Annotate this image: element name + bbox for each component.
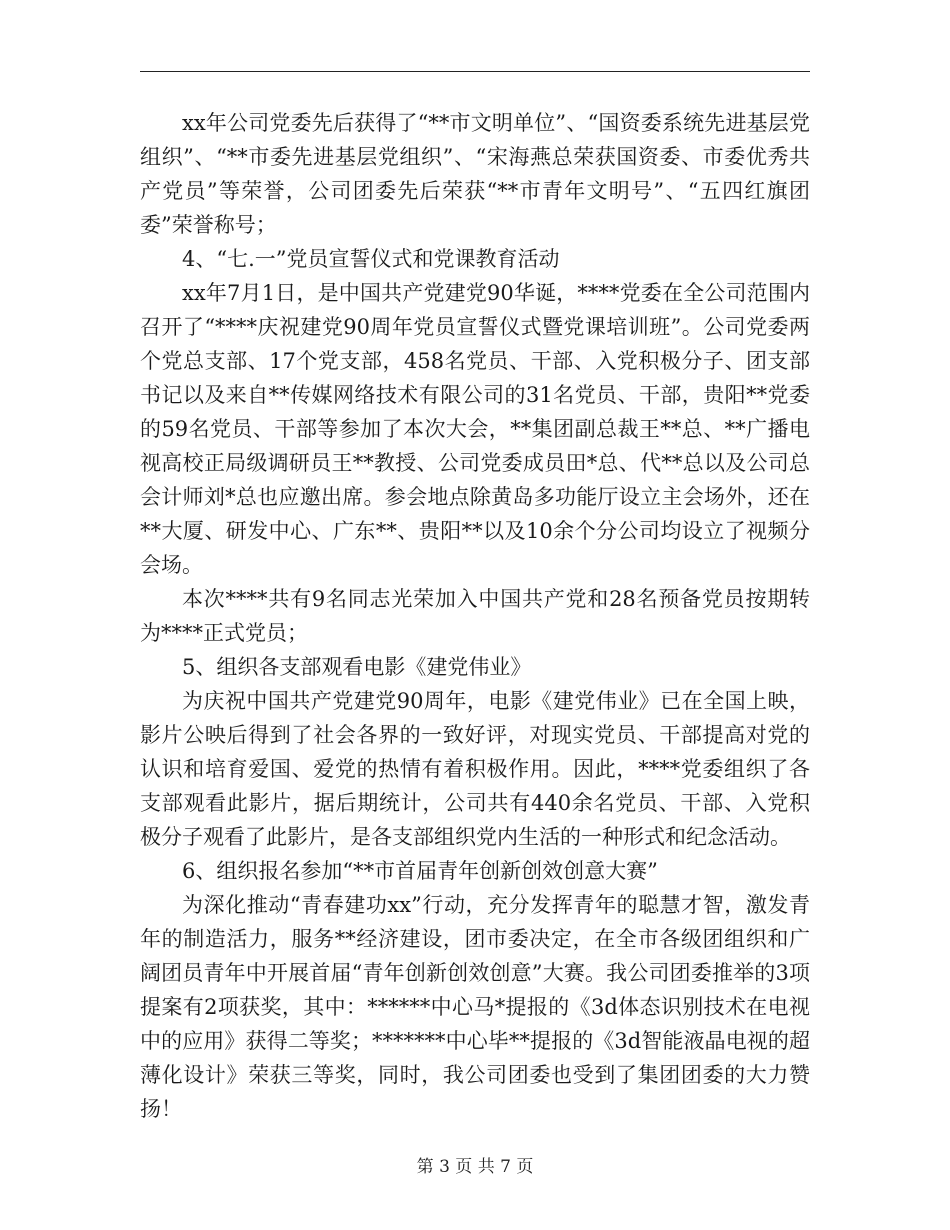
page-number: 第 3 页 共 7 页 <box>416 1157 534 1177</box>
paragraph-movie-activity: 为庆祝中国共产党建党90周年，电影《建党伟业》已在全国上映，影片公映后得到了社会各界的一致好评，对现实党员、干部提高对党的认识和培育爱国、爱党的热情有着积极作用。因此，****党委组织了各支部观看此影片，据后期统计，公司共有440余名党员、干部、入党积极分子观看了此影片，是各支部组织党内生活的一种形式和纪念活动。 <box>140 689 810 849</box>
heading-watch-movie: 5、组织各支部观看电影《建党伟业》 <box>182 655 532 679</box>
paragraph-new-members: 本次****共有9名同志光荣加入中国共产党和28名预备党员按期转为****正式党员； <box>140 587 810 645</box>
paragraph-innovation-contest: 为深化推动“青春建功xx”行动，充分发挥青年的聪慧才智，激发青年的制造活力，服务**经济建设，团市委决定，在全市各级团组织和广阔团员青年中开展首届“青年创新创效创意”大赛。我公司团委推举的3项提案有2项获奖，其中：******中心马*提报的《3d体态识别技术在电视中的应用》获得二等奖；*******中心毕**提报的《3d智能液晶电视的超薄化设计》荣获三等奖，同时，我公司团委也受到了集团团委的大力赞扬！ <box>140 893 810 1121</box>
header-rule <box>140 71 810 72</box>
paragraph-oath-ceremony: xx年7月1日，是中国共产党建党90华诞，****党委在全公司范围内召开了“****庆祝建党90周年党员宣誓仪式暨党课培训班”。公司党委两个党总支部、17个党支部，458名党员、干部、入党积极分子、团支部书记以及来自**传媒网络技术有限公司的31名党员、干部，贵阳**党委的59名党员、干部等参加了本次大会，**集团副总裁王**总、**广播电视高校正局级调研员王**教授、公司党委成员田*总、代**总以及公司总会计师刘*总也应邀出席。参会地点除黄岛多功能厅设立主会场外，还在**大厦、研发中心、广东**、贵阳**以及10余个分公司均设立了视频分会场。 <box>140 281 810 577</box>
document-body <box>140 106 810 1126</box>
heading-innovation-contest: 6、组织报名参加“**市首届青年创新创效创意大赛” <box>182 859 658 883</box>
paragraph-honors: xx年公司党委先后获得了“**市文明单位”、“国资委系统先进基层党组织”、“**市委先进基层党组织”、“宋海燕总荣获国资委、市委优秀共产党员”等荣誉，公司团委先后荣获“**市青年文明号”、“五四红旗团委”荣誉称号； <box>140 111 810 237</box>
heading-july-first-oath: 4、“七.一”党员宣誓仪式和党课教育活动 <box>182 247 560 271</box>
